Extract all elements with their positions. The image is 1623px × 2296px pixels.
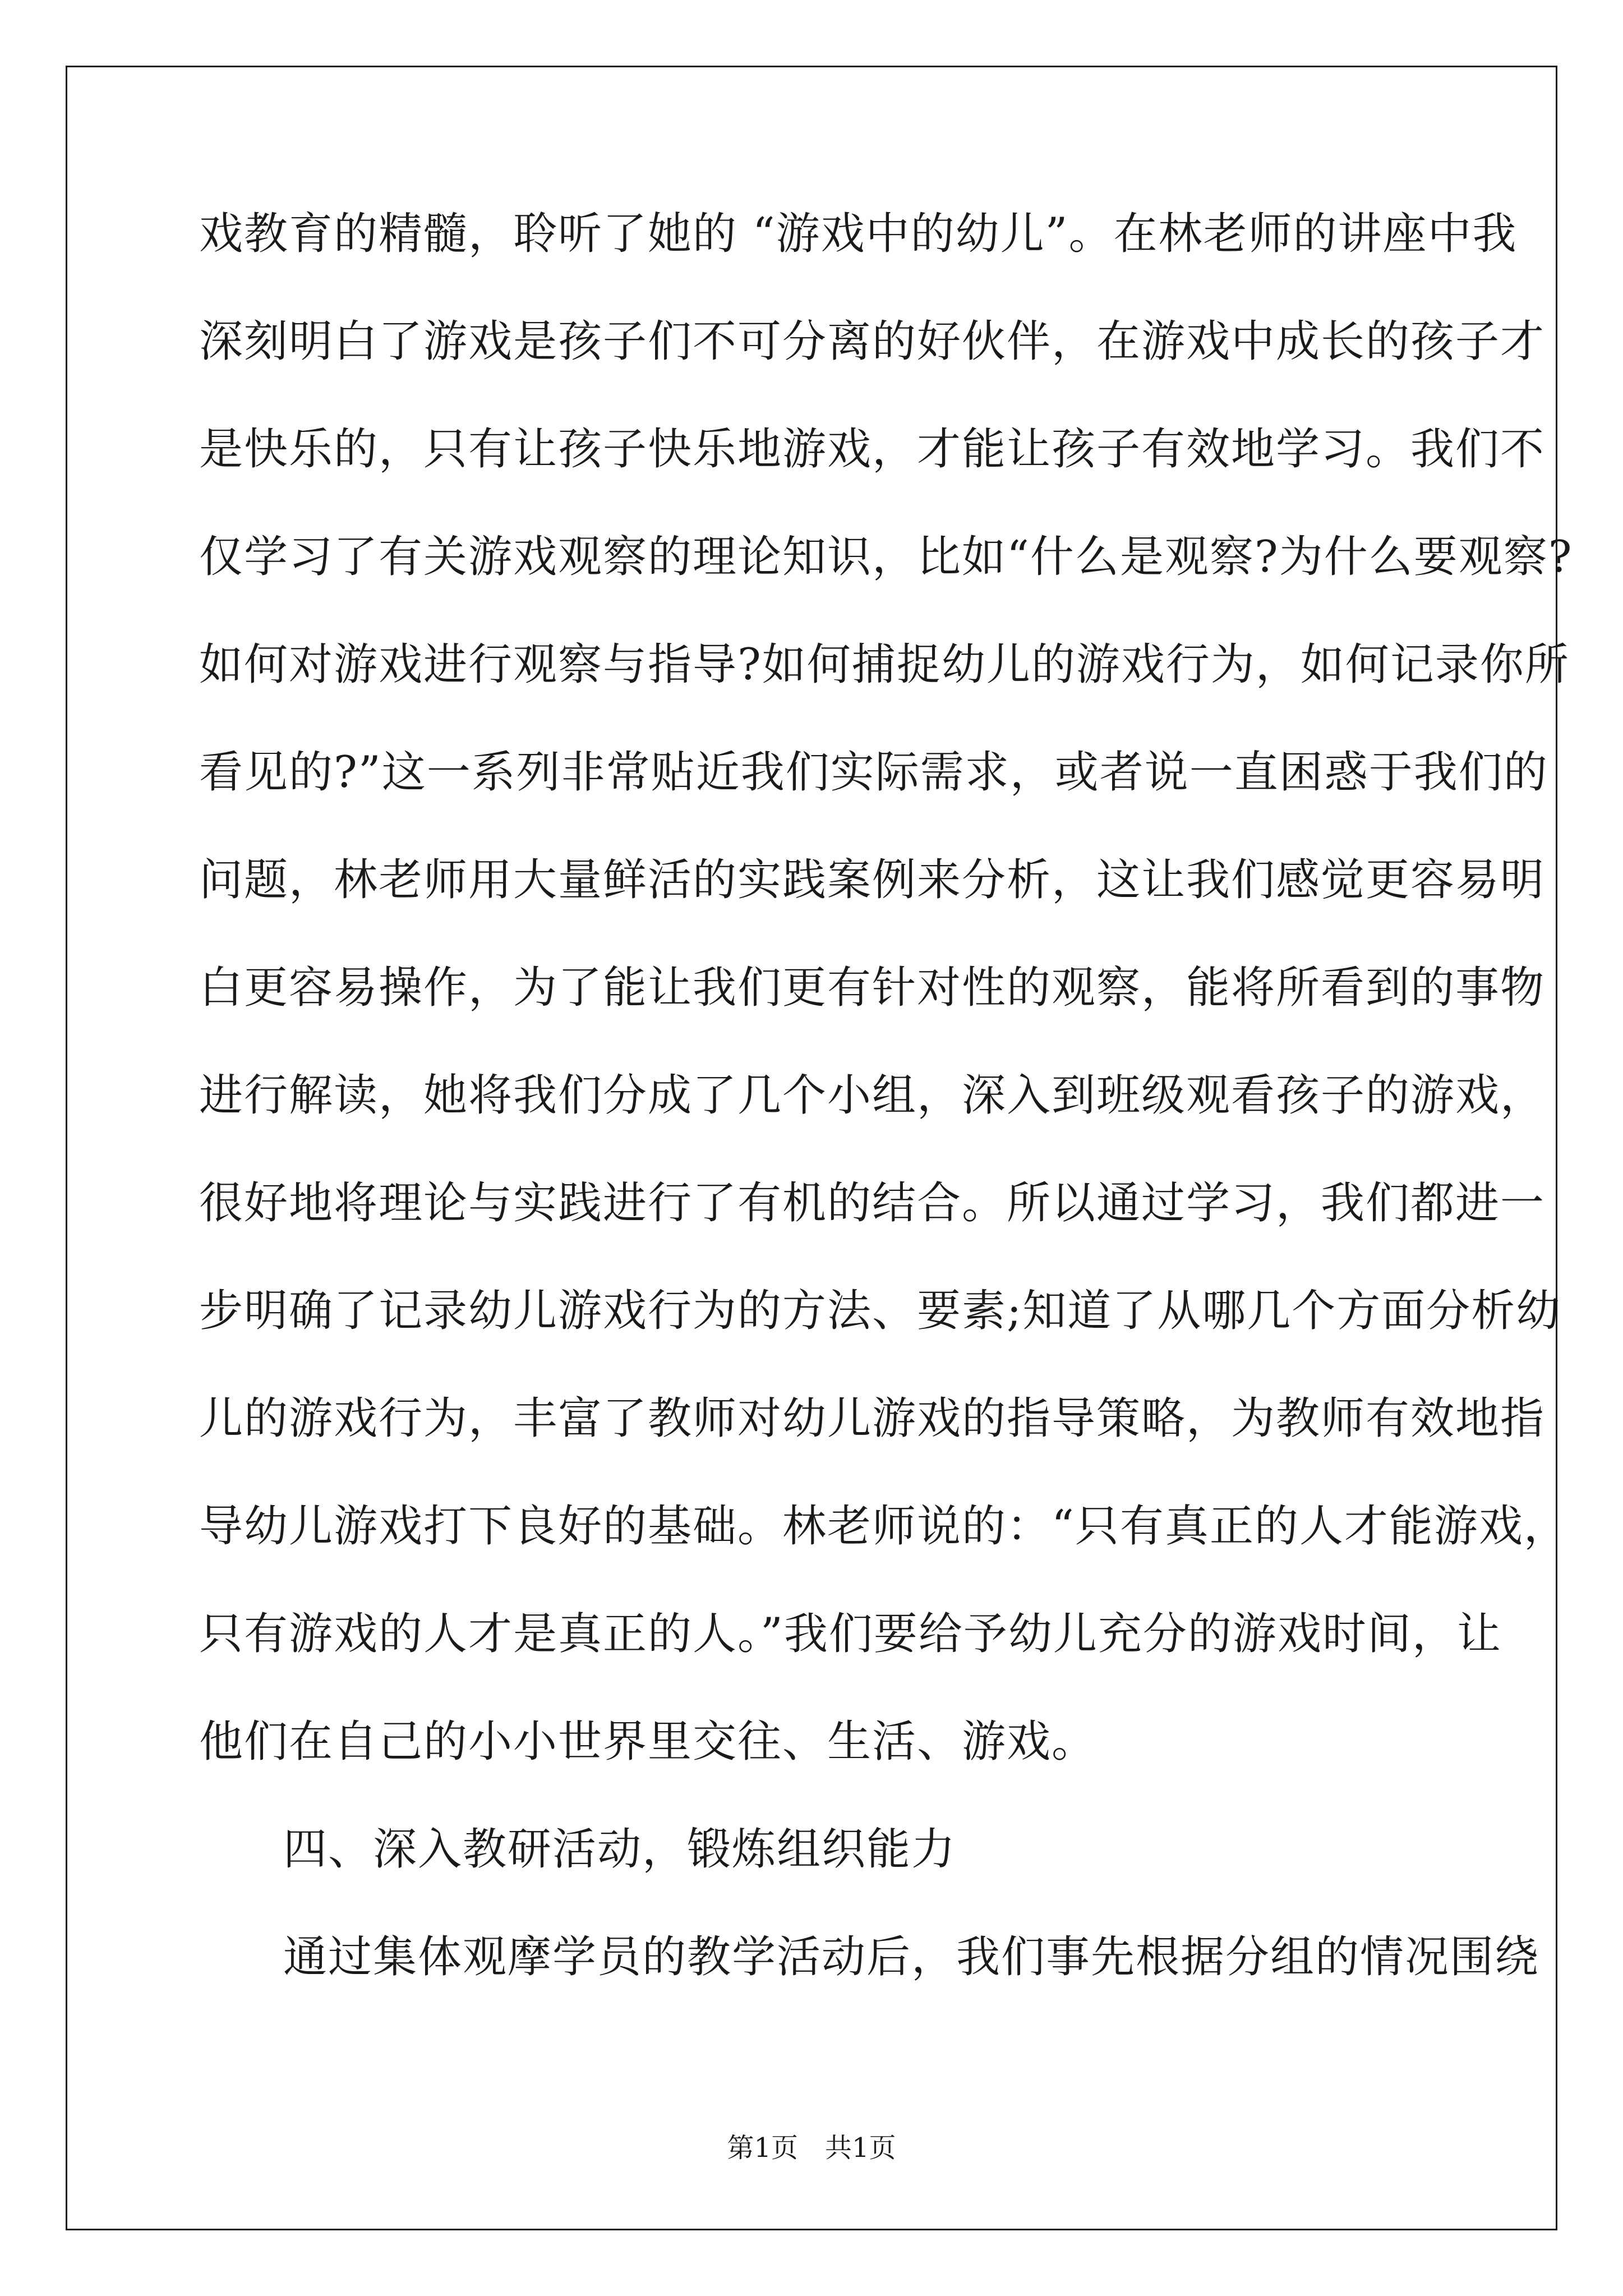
paragraph-line: 很好地将理论与实践进行了有机的结合。所以通过学习，我们都进一 xyxy=(199,1178,1546,1228)
paragraph-line: 深刻明白了游戏是孩子们不可分离的好伙伴，在游戏中成长的孩子才 xyxy=(199,316,1546,367)
paragraph-first-line: 通过集体观摩学员的教学活动后，我们事先根据分组的情况围绕 xyxy=(283,1932,1540,1982)
paragraph-line: 只有游戏的人才是真正的人。”我们要给予幼儿充分的游戏时间，让 xyxy=(199,1609,1502,1659)
paragraph-line: 步明确了记录幼儿游戏行为的方法、要素;知道了从哪几个方面分析幼 xyxy=(199,1286,1561,1336)
section-heading: 四、深入教研活动，锻炼组织能力 xyxy=(283,1824,957,1875)
page-footer: 第1页 共1页 xyxy=(727,2132,896,2164)
paragraph-line: 白更容易操作，为了能让我们更有针对性的观察，能将所看到的事物 xyxy=(199,963,1546,1013)
paragraph-line: 仅学习了有关游戏观察的理论知识，比如“什么是观察?为什么要观察? xyxy=(199,532,1573,582)
document-body xyxy=(199,209,1573,2043)
paragraph-line: 他们在自己的小小世界里交往、生活、游戏。 xyxy=(199,1717,1097,1767)
paragraph-line: 问题，林老师用大量鲜活的实践案例来分析，这让我们感觉更容易明 xyxy=(199,855,1546,905)
paragraph-line: 导幼儿游戏打下良好的基础。林老师说的：“只有真正的人才能游戏， xyxy=(199,1501,1569,1552)
paragraph-line: 如何对游戏进行观察与指导?如何捕捉幼儿的游戏行为，如何记录你所 xyxy=(199,639,1570,690)
paragraph-line: 看见的?”这一系列非常贴近我们实际需求，或者说一直困惑于我们的 xyxy=(199,747,1548,798)
paragraph-line: 戏教育的精髓，聆听了她的 “游戏中的幼儿”。在林老师的讲座中我 xyxy=(199,209,1518,259)
paragraph-line: 是快乐的，只有让孩子快乐地游戏，才能让孩子有效地学习。我们不 xyxy=(199,424,1546,475)
paragraph-line: 儿的游戏行为，丰富了教师对幼儿游戏的指导策略，为教师有效地指 xyxy=(199,1393,1546,1444)
paragraph-line: 进行解读，她将我们分成了几个小组，深入到班级观看孩子的游戏， xyxy=(199,1070,1546,1121)
